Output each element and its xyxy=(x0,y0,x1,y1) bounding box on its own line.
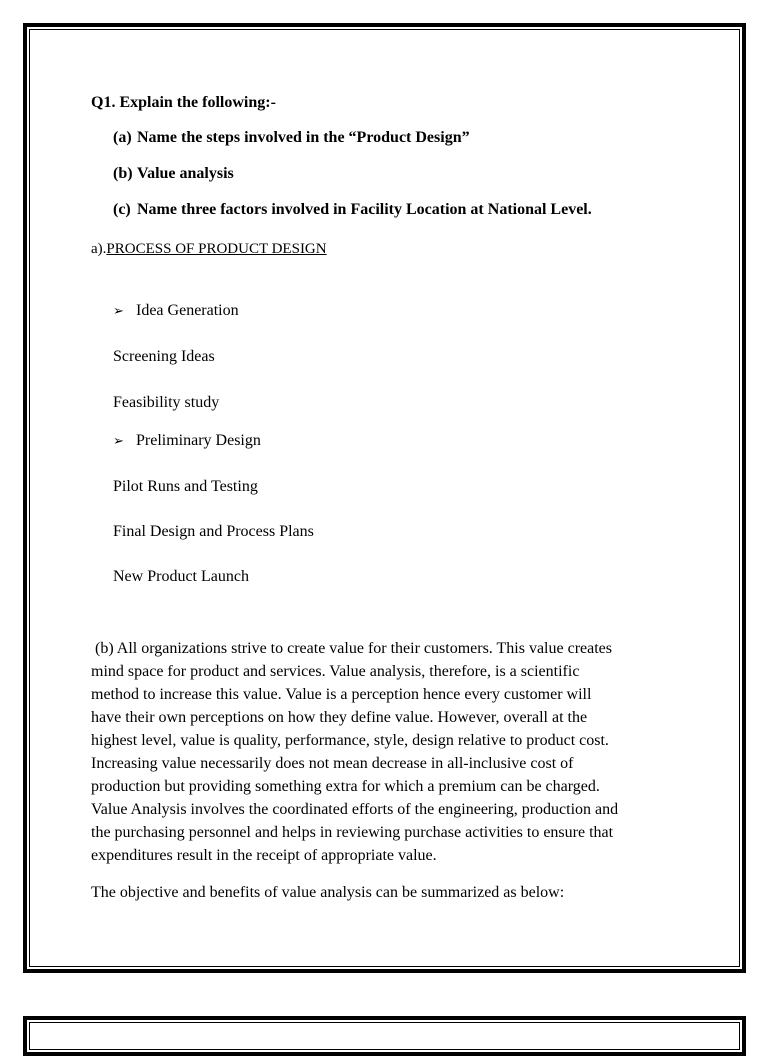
question-item-text: Name the steps involved in the “Product Design” xyxy=(137,129,470,146)
question-item-text: Name three factors involved in Facility Location at National Level. xyxy=(137,201,592,218)
step-label: Feasibility study xyxy=(113,394,220,411)
step-item xyxy=(113,301,239,322)
step-label: Preliminary Design xyxy=(136,432,261,449)
question-title: Q1. Explain the following:- xyxy=(91,94,276,111)
step-label: Idea Generation xyxy=(136,302,239,319)
question-item-a xyxy=(113,128,470,148)
paragraph-line: expenditures result in the receipt of appropriate value. xyxy=(91,847,437,864)
step-label: Screening Ideas xyxy=(113,348,215,365)
step-label: Final Design and Process Plans xyxy=(113,523,314,540)
step-label: Pilot Runs and Testing xyxy=(113,478,258,495)
paragraph-line: Increasing value necessarily does not mean decrease in all-inclusive cost of xyxy=(91,755,574,772)
arrow-bullet-icon: ➢ xyxy=(113,304,124,319)
step-item xyxy=(113,347,215,367)
question-item-marker: (b) xyxy=(113,165,133,182)
question-item-marker: (c) xyxy=(113,201,131,218)
step-label: New Product Launch xyxy=(113,568,249,585)
question-item-c xyxy=(113,200,592,220)
step-item xyxy=(113,393,219,413)
question-item-b xyxy=(113,164,234,184)
paragraph-line: method to increase this value. Value is a perception hence every customer will xyxy=(91,686,592,703)
paragraph-line: production but providing something extra for which a premium can be charged. xyxy=(91,778,600,795)
question-item-marker: (a) xyxy=(113,129,132,146)
step-item xyxy=(113,477,258,497)
step-item xyxy=(113,522,314,542)
section-a-heading xyxy=(91,239,327,259)
section-a-prefix: a). xyxy=(91,241,107,257)
next-page-border xyxy=(23,1016,746,1056)
question-item-text: Value analysis xyxy=(137,165,234,182)
arrow-bullet-icon: ➢ xyxy=(113,434,124,449)
paragraph-line: highest level, value is quality, performance, style, design relative to product cost. xyxy=(91,732,609,749)
section-a-title: PROCESS OF PRODUCT DESIGN xyxy=(106,241,327,257)
value-analysis-paragraph xyxy=(91,637,681,867)
paragraph-line: have their own perceptions on how they define value. However, overall at the xyxy=(91,709,588,726)
summary-sentence: The objective and benefits of value analysis can be summarized as below: xyxy=(91,884,565,901)
paragraph-line: mind space for product and services. Value analysis, therefore, is a scientific xyxy=(91,663,580,680)
paragraph-line: Value Analysis involves the coordinated efforts of the engineering, production and xyxy=(91,801,619,818)
step-item xyxy=(113,567,249,587)
paragraph-line: (b) All organizations strive to create value for their customers. This value creates xyxy=(91,640,613,657)
paragraph-line: the purchasing personnel and helps in reviewing purchase activities to ensure that xyxy=(91,824,614,841)
step-item xyxy=(113,431,261,452)
